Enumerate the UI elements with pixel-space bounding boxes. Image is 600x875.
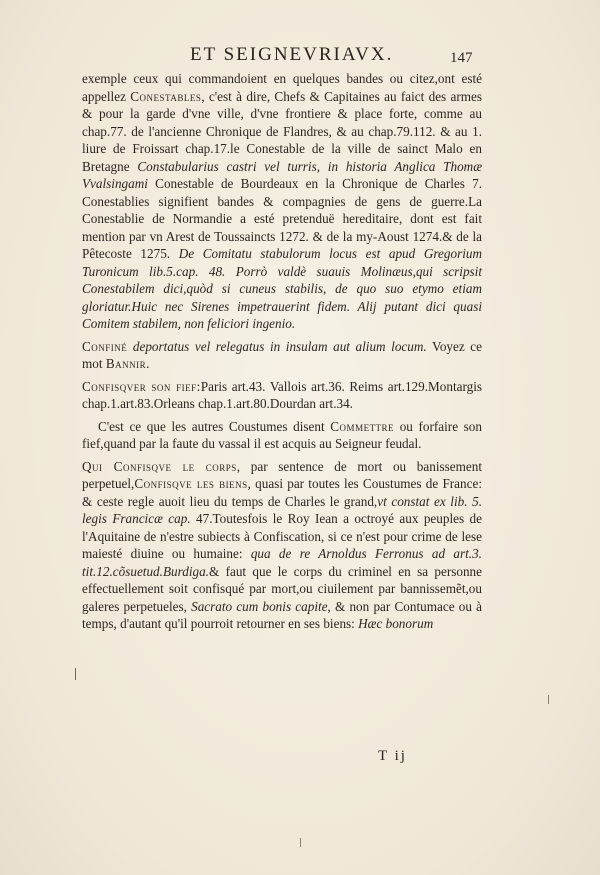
paragraph-confisque-corps xyxy=(82,458,482,633)
small-caps-text-segment: Qui Confisqve le corps xyxy=(82,458,237,474)
signature-mark: T ij xyxy=(378,748,407,764)
paragraph-conestables xyxy=(82,70,482,333)
italic-text-segment: Constabularius castri vel turris, in historia Anglica Thomæ Vvalsingami xyxy=(82,158,482,191)
italic-text-segment: Hæc bonorum xyxy=(358,616,434,631)
margin-bracket xyxy=(75,668,79,680)
paragraph-confisquer-fief xyxy=(82,378,482,413)
text-segment: , par sentence de mort ou banissement perpetuel, xyxy=(82,458,482,491)
small-caps-text-segment: Bannir. xyxy=(105,356,150,371)
small-caps-text-segment: Conestables xyxy=(130,88,202,104)
text-segment: C'est ce que les autres Coustumes disent xyxy=(98,418,331,434)
body-text xyxy=(82,70,482,633)
italic-text-segment: deportatus vel relegatus in insulam aut alium locum. xyxy=(132,338,427,354)
text-segment: ou forfaire son fief,quand par la faute du vassal il est acquis au Seigneur feudal. xyxy=(82,418,482,451)
small-caps-text-segment: Confisqver son fief: xyxy=(82,378,201,394)
text-segment: Paris art.43. Vallois art.36. Reims art.129.Montargis chap.1.art.83.Orleans chap.1.art.80.Dourdan art.34. xyxy=(82,378,483,411)
italic-text-segment: vt constat ex lib. 5. legis Francicæ cap. xyxy=(82,493,483,526)
italic-text-segment: qua de re Arnoldus Ferronus ad art.3. tit.12.cõsuetud.Burdiga. xyxy=(82,546,482,579)
text-segment: Conestable de Bourdeaux en la Chronique de Charles 7. Conestablies signifient bandes & compagnies de gens de guerre.La Conestablie de Normandie a esté pretenduë hereditaire, dont est fait mention par vn Arest de Toussaincts 1272. & de la my-Aoust 1274.& de la Pêtecoste 1275. xyxy=(82,176,482,261)
running-head: ET SEIGNEVRIAVX. xyxy=(190,44,394,65)
text-segment: 47.Toutesfois le Roy Iean a octroyé aux peuples de l'Aquitaine de n'estre subiects à Confiscation, si ce n'est pour crime de lese maiesté diuine ou humaine: xyxy=(82,511,482,561)
small-caps-text-segment: Confiné xyxy=(82,338,128,354)
margin-mark xyxy=(548,695,549,704)
text-segment: Voyez ce mot xyxy=(82,338,483,371)
paragraph-commettre xyxy=(82,418,482,453)
text-segment: , c'est à dire, Chefs & Capitaines au faict des armes & pour la garde d'vne ville, d'vne frontiere & place forte, comme au chap.77. de l'ancienne Chronique de Flandres, & au chap.79.112. & au 1. liure de Froissart chap.17.le Conestable de la ville de sainct Malo en Bretagne xyxy=(82,88,482,174)
bottom-rule-mark xyxy=(300,838,301,847)
small-caps-text-segment: Commettre xyxy=(330,418,395,434)
text-segment: & faut que le corps du criminel en sa personne effectuellement soit confisqué par mort,ou ciuilement par bannissemẽt,ou galeres perpetueles, xyxy=(82,563,482,614)
italic-text-segment: De Comitatu stabulorum locus est apud Gregorium Turonicum lib.5.cap. 48. Porrò valdè suauis Molinæus,qui scripsit Conestabilem dici,quòd si cuneus stabilis, de quo suo etymo etiam gloriatur.Huic nec Sirenes impetrauerint fidem. Alij putant dici quasi Comitem stabilem, non feliciori ingenio. xyxy=(82,246,482,331)
paragraph-confine xyxy=(82,338,482,373)
text-segment: , quasi par toutes les Coustumes de France: & ceste regle auoit lieu du temps de Charles le grand, xyxy=(82,476,482,509)
text-segment: exemple ceux qui commandoient en quelques bandes ou citez,ont esté appellez xyxy=(82,71,482,104)
text-segment: , & non par Contumace ou à temps, d'autant qu'il pourroit retourner en ses biens: xyxy=(82,598,482,631)
small-caps-text-segment: Confisqve les biens xyxy=(134,476,248,491)
italic-text-segment: Sacrato cum bonis capite xyxy=(191,598,328,614)
page-number: 147 xyxy=(450,50,473,66)
